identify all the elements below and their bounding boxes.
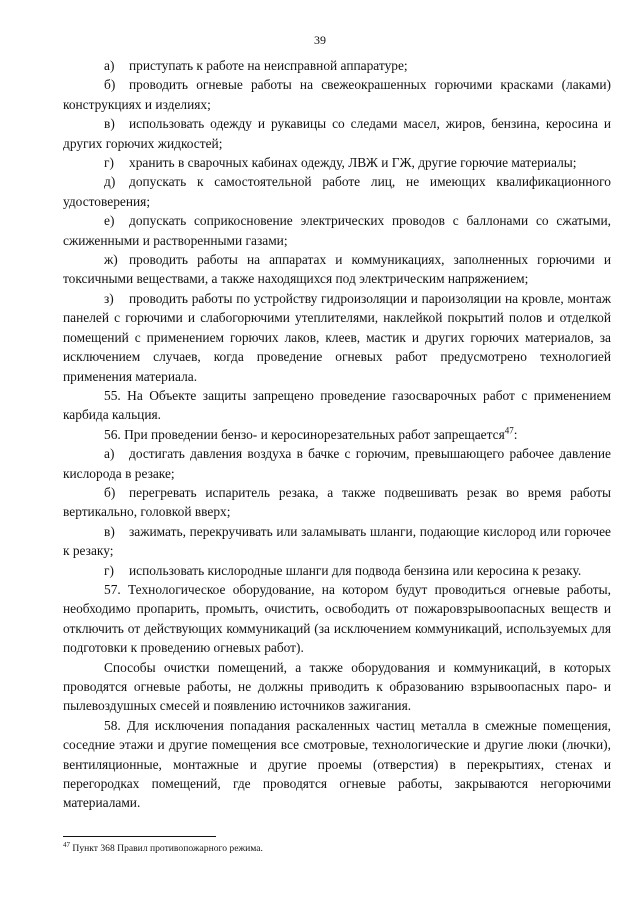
paragraph-57: 57. Технологическое оборудование, на котором будут проводиться огневые работы, необходимо пропарить, промыть, очистить, освободить от пожаровзрывоопасных веществ и отключить от действующих коммуникаций (за исключением коммуникаций, используемых для подготовки к проведению огневых работ). <box>63 581 611 656</box>
list-item: в) использовать одежду и рукавицы со следами масел, жиров, бензина, керосина и других горючих жидкостей; <box>63 116 611 151</box>
list-item: б) проводить огневые работы на свежеокрашенных горючими красками (лаками) конструкциях и изделиях; <box>63 77 611 112</box>
list-item: г) использовать кислородные шланги для подвода бензина или керосина к резаку. <box>104 562 582 578</box>
paragraph-58: 58. Для исключения попадания раскаленных частиц металла в смежные помещения, соседние этажи и другие помещения все смотровые, технологические и другие люки (лючки), вентиляционные, монтажные и другие проемы (отверстия) в перекрытиях, стенах и перегородках помещений, где проводятся огневые работы, закрываются негорючими материалами. <box>63 717 611 811</box>
list-item: е) допускать соприкосновение электрических проводов с баллонами со сжатыми, сжиженными и растворенными газами; <box>63 213 611 248</box>
list-item: д) допускать к самостоятельной работе лиц, не имеющих квалификационного удостоверения; <box>63 174 611 209</box>
list-item: ж) проводить работы на аппаратах и коммуникациях, заполненных горючими и токсичными веществами, а также находящихся под электрическим напряжением; <box>63 252 611 287</box>
footnote <box>63 840 611 855</box>
footnote-text: Пункт 368 Правил противопожарного режима. <box>70 843 263 854</box>
list-item: б) перегревать испаритель резака, а также подвешивать резак во время работы вертикально, головкой вверх; <box>63 484 611 520</box>
list-item: в) зажимать, перекручивать или заламывать шланги, подающие кислород или горючее к резаку; <box>63 523 611 559</box>
footnote-number: 47 <box>63 840 70 849</box>
paragraph-57-cont: Способы очистки помещений, а также оборудования и коммуникаций, в которых проводятся огневые работы, не должны приводить к образованию взрывоопасных паро- и пылевоздушных смесей и появлению источников зажигания. <box>63 659 611 714</box>
list-item: а) приступать к работе на неисправной аппаратуре; <box>104 58 408 73</box>
document-body <box>63 56 611 813</box>
footnote-ref: 47 <box>504 425 514 436</box>
footnote-divider <box>63 836 216 837</box>
paragraph-56: 56. При проведении бензо- и керосинорезательных работ запрещается$^{47}$: <box>104 425 518 442</box>
paragraph-55: 55. На Объекте защиты запрещено проведение газосварочных работ с применением карбида кальция. <box>63 387 611 423</box>
list-item: з) проводить работы по устройству гидроизоляции и пароизоляции на кровле, монтаж панелей с горючими и слабогорючими утеплителями, наклейкой покрытий полов и отделкой помещений с применением горючих лаков, клеев, мастик и других горючих материалов, за исключением случаев, когда проведение огневых работ предусмотрено технологией применения материала. <box>63 290 611 384</box>
page-number: 39 <box>314 33 326 47</box>
list-item: а) достигать давления воздуха в бачке с горючим, превышающего рабочее давление кислорода в резаке; <box>63 446 611 481</box>
list-item: г) хранить в сварочных кабинах одежду, ЛВЖ и ГЖ, другие горючие материалы; <box>104 155 577 171</box>
